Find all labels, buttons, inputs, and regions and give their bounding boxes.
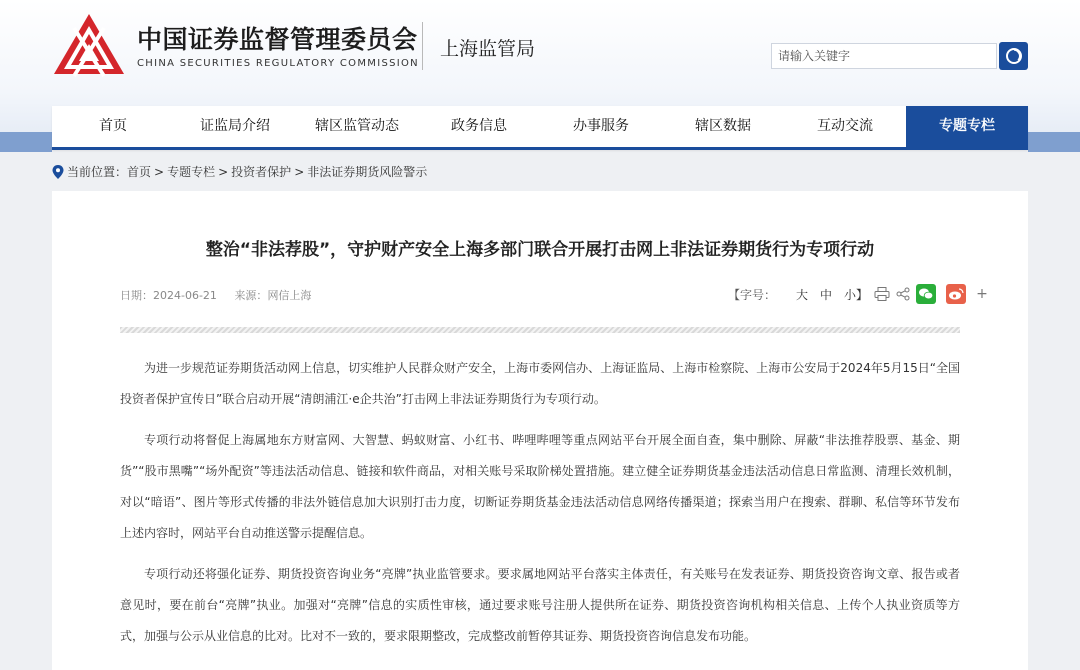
breadcrumb-separator: >: [154, 164, 165, 179]
paragraph: 专项行动还将强化证券、期货投资咨询业务“亮牌”执业监管要求。要求属地网站平台落实主体责任，有关账号在发表证券、期货投资咨询文章、报告或者意见时，要在前台“亮牌”执业。加强对“亮牌”信息的实质性审核，通过要求账号注册人提供所在证券、期货投资咨询机构相关信息、上传个人执业资质等方式，加强与公示从业信息的比对。比对不一致的，要求限期整改，完成整改前暂停其证券、期货投资咨询信息发布功能。: [120, 567, 960, 643]
top-search-icon[interactable]: [960, 0, 974, 4]
side-band-left: [0, 132, 52, 152]
paragraph: 专项行动将督促上海属地东方财富网、大智慧、蚂蚁财富、小红书、哔哩哔哩等重点网站平台开展全面自查，集中删除、屏蔽“非法推荐股票、基金、期货”“股市黑嘴”“场外配资”等违法活动信息、链接和软件商品，对相关账号采取阶梯处置措施。建立健全证券期货基金违法活动信息日常监测、清理长效机制，对以“暗语”、图片等形式传播的非法外链信息加大识别打击力度，切断证券期货基金违法活动信息网络传播渠道；探索当用户在搜索、群聊、私信等环节发布上述内容时，网站平台自动推送警示提醒信息。: [120, 433, 960, 540]
source-text: [234, 289, 311, 302]
search-icon: [1005, 47, 1023, 65]
nav-item-regional-data[interactable]: 辖区数据: [662, 106, 784, 150]
wechat-icon[interactable]: [916, 284, 936, 304]
font-size-medium[interactable]: 中: [820, 287, 833, 302]
breadcrumb-separator: >: [218, 164, 229, 179]
org-name-cn: 中国证券监督管理委员会: [137, 25, 418, 54]
breadcrumb-home[interactable]: 首页: [127, 165, 152, 179]
nav-item-gov-info[interactable]: 政务信息: [418, 106, 540, 150]
article-body: [120, 353, 960, 662]
article-card: [52, 191, 1028, 670]
plus-icon[interactable]: +: [976, 286, 988, 302]
share-icon[interactable]: [896, 287, 910, 301]
search-box: [771, 43, 997, 69]
top-utility-icon[interactable]: [920, 0, 934, 4]
weibo-icon[interactable]: [946, 284, 966, 304]
font-size-small[interactable]: 小】: [844, 287, 869, 302]
header-divider: [422, 22, 423, 70]
csrc-logo-icon[interactable]: [52, 12, 126, 78]
main-nav: [52, 106, 1028, 150]
breadcrumb-prefix: 当前位置：: [67, 165, 128, 179]
breadcrumb-investor-protection[interactable]: 投资者保护: [231, 165, 292, 179]
bureau-name: 上海监管局: [440, 38, 536, 60]
date-label: 日期：: [120, 289, 153, 302]
article-tools: [728, 284, 988, 304]
font-size-large[interactable]: 大: [796, 287, 809, 302]
nav-item-home[interactable]: 首页: [52, 106, 174, 150]
side-band-right: [1028, 132, 1080, 152]
nav-item-services[interactable]: 办事服务: [540, 106, 662, 150]
location-pin-icon: [52, 165, 64, 179]
paragraph: 为进一步规范证券期货活动网上信息，切实维护人民群众财产安全，上海市委网信办、上海证监局、上海市检察院、上海市公安局于2024年5月15日“全国投资者保护宣传日”联合启动开展“清朗浦江·e企共治”打击网上非法证券期货行为专项行动。: [120, 361, 960, 406]
font-size-label: 【字号：: [728, 287, 777, 302]
breadcrumb: [52, 163, 427, 180]
source-value: 网信上海: [267, 289, 312, 302]
title-divider: [120, 327, 960, 333]
print-icon[interactable]: [874, 287, 890, 301]
breadcrumb-risk-warning[interactable]: 非法证券期货风险警示: [307, 165, 428, 179]
article-meta: [120, 287, 325, 303]
search-input[interactable]: [772, 44, 994, 68]
article-title: 整治“非法荐股”，守护财产安全上海多部门联合开展打击网上非法证券期货行为专项行动: [205, 240, 875, 260]
date-text: [120, 289, 217, 302]
nav-item-regional-news[interactable]: 辖区监管动态: [296, 106, 418, 150]
source-label: 来源：: [234, 289, 268, 302]
breadcrumb-separator: >: [294, 164, 305, 179]
search-button[interactable]: [999, 42, 1028, 70]
nav-item-interaction[interactable]: 互动交流: [784, 106, 906, 150]
breadcrumb-special-topics[interactable]: 专题专栏: [167, 165, 216, 179]
date-value: 2024-06-21: [153, 289, 217, 302]
org-name-en: CHINA SECURITIES REGULATORY COMMISSION: [137, 58, 419, 69]
nav-item-about[interactable]: 证监局介绍: [174, 106, 296, 150]
nav-item-special-topics[interactable]: 专题专栏: [906, 106, 1028, 150]
